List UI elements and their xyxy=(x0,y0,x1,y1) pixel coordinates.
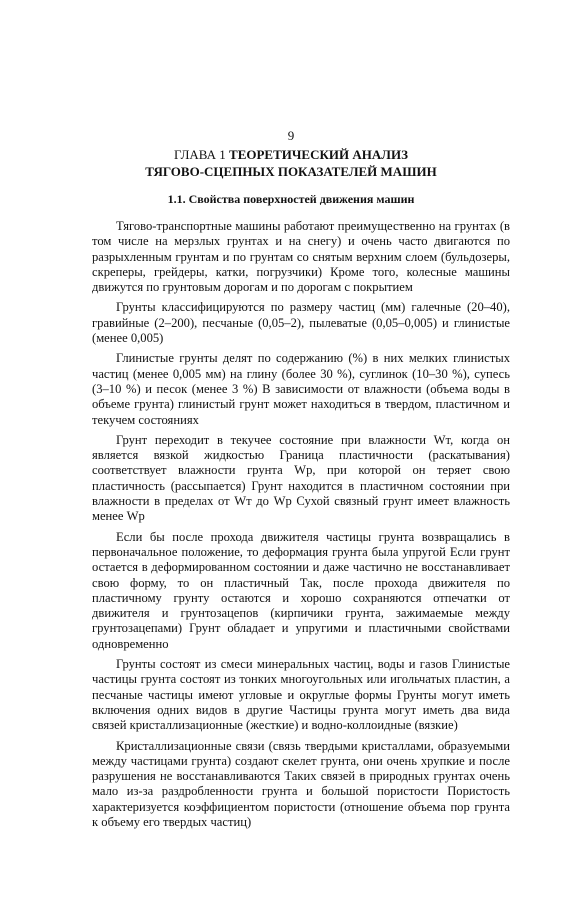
paragraph: Кристаллизационные связи (связь твердыми кристаллами, образуемыми между частицами грунта) создают скелет грунта, они очень хрупкие и после разрушения не восстанавливаются Таких связей в природных грунтах очень мало из-за раздробленности грунта и большой пористости Пористость характеризуется коэффициентом пористости (отношение объема пор грунта к объему его твердых частиц) xyxy=(92,738,510,829)
paragraph: Если бы после прохода движителя частицы грунта возвращались в первоначальное положение, то деформация грунта была упругой Если грунт остается в деформированном состоянии и даже частично не восстанавливает свою форму, то он пластичный Так, после прохода движителя по пластичному грунту остаются и хорошо сохраняются отпечатки от движителя и грунтозацепов (кирпичики грунта, зажимаемые между грунтозацепами) Грунт обладает и упругими и пластичными свойствами одновременно xyxy=(92,529,510,651)
chapter-label: ГЛАВА 1 xyxy=(174,147,226,162)
body-text xyxy=(92,214,510,830)
paragraph: Глинистые грунты делят по содержанию (%) в них мелких глинистых частиц (менее 0,005 мм) на глину (более 30 %), суглинок (10–30 %), супесь (3–10 %) и песок (менее 3 %) В зависимости от влажности (объема воды в объеме грунта) глинистый грунт может находиться в твердом, пластичном и текучем состояниях xyxy=(92,351,510,427)
paragraph: Грунт переходит в текучее состояние при влажности Wт, когда он является вязкой жидкостью Граница пластичности (раскатывания) соответствует влажности грунта Wр, при которой он теряет свою пластичность (рассыпается) Грунт находится в пластичном состоянии при влажности в пределах от Wт до Wр Сухой связный грунт имеет влажность менее Wр xyxy=(92,432,510,524)
chapter-heading xyxy=(0,146,582,180)
section-title: 1.1. Свойства поверхностей движения машин xyxy=(167,192,415,206)
chapter-title-line1: ТЕОРЕТИЧЕСКИЙ АНАЛИЗ xyxy=(229,147,408,162)
chapter-title-line2: ТЯГОВО-СЦЕПНЫХ ПОКАЗАТЕЛЕЙ МАШИН xyxy=(145,164,437,179)
paragraph: Грунты состоят из смеси минеральных частиц, воды и газов Глинистые частицы грунта состоят из тонких многоугольных или игольчатых пластин, а песчаные частицы имеют угловые и округлые формы Грунты могут иметь включения одних видов в другие Частицы грунта могут иметь два вида связей кристаллизационные (жесткие) и водно-коллоидные (вязкие) xyxy=(92,657,510,733)
paragraph: Грунты классифицируются по размеру частиц (мм) галечные (20–40), гравийные (2–200), песчаные (0,05–2), пылеватые (0,05–0,005) и глинистые (менее 0,005) xyxy=(92,300,510,346)
page-number: 9 xyxy=(287,128,295,143)
paragraph: Тягово-транспортные машины работают преимущественно на грунтах (в том числе на мерзлых грунтах и на снегу) и очень часто двигаются по разрыхленным грунтам и по грунтам со снятым верхним слоем (бульдозеры, скреперы, грейдеры, катки, погрузчики) Кроме того, колесные машины движутся по грунтовым дорогам и по дорогам с покрытием xyxy=(92,219,510,295)
